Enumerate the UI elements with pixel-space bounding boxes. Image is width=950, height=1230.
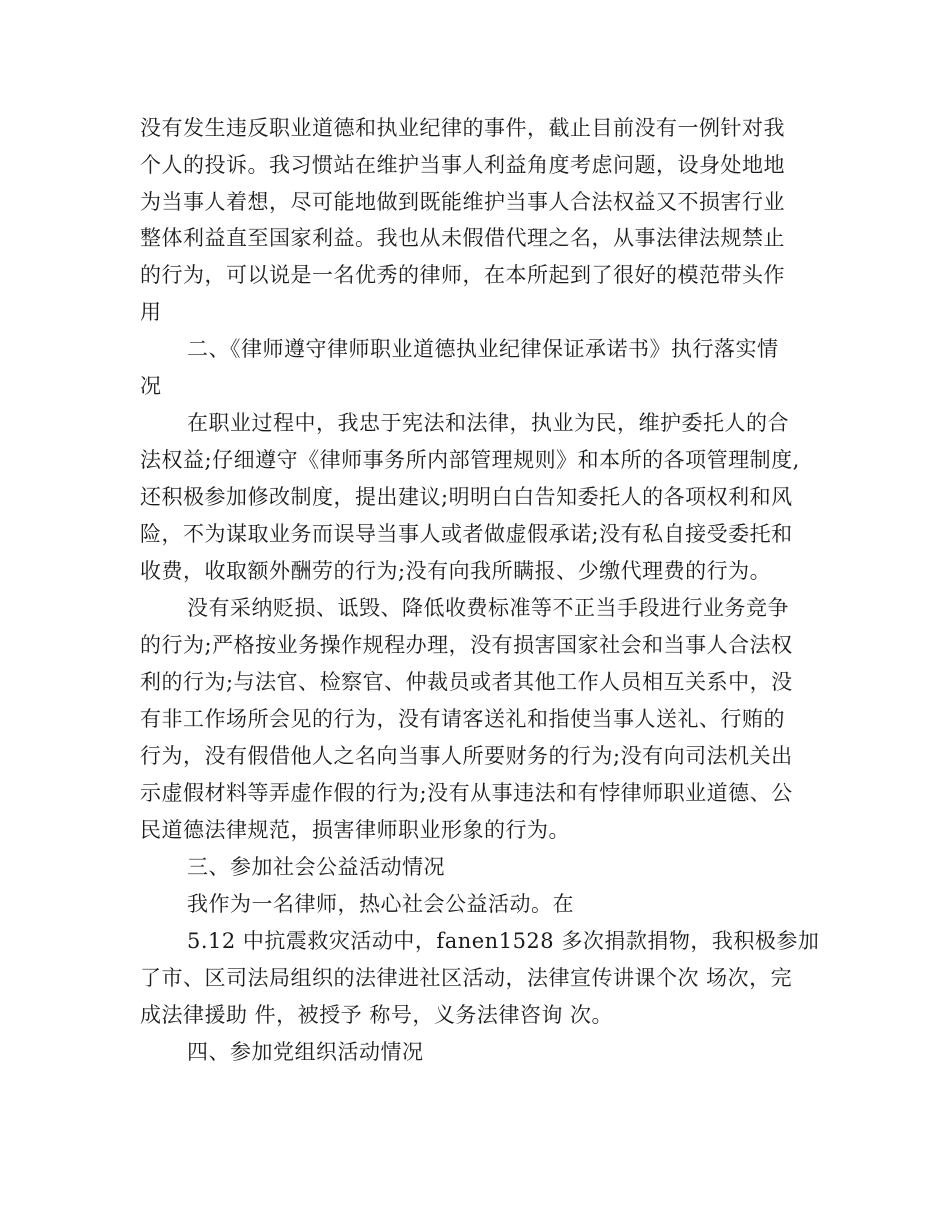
section-heading: 四、参加党组织活动情况 bbox=[187, 1040, 424, 1064]
paragraph-line: 5.12 中抗震救灾活动中，fanen1528 多次捐款捐物，我积极参加 bbox=[187, 929, 820, 953]
paragraph-line: 整体利益直至国家利益。我也从未假借代理之名，从事法律法规禁止 bbox=[140, 226, 785, 250]
paragraph-line: 利的行为;与法官、检察官、仲裁员或者其他工作人员相互关系中，没 bbox=[140, 670, 793, 694]
paragraph-line: 没有发生违反职业道德和执业纪律的事件，截止目前没有一例针对我 bbox=[140, 116, 785, 140]
paragraph-line: 用 bbox=[140, 300, 162, 324]
paragraph-line: 险，不为谋取业务而误导当事人或者做虚假承诺;没有私自接受委托和 bbox=[140, 522, 793, 546]
paragraph-line: 个人的投诉。我习惯站在维护当事人利益角度考虑问题，设身处地地 bbox=[140, 153, 785, 177]
section-heading-continuation: 况 bbox=[140, 374, 162, 398]
paragraph-line: 了市、区司法局组织的法律进社区活动，法律宣传讲课个次 场次，完 bbox=[140, 966, 793, 990]
paragraph-line: 法权益;仔细遵守《律师事务所内部管理规则》和本所的各项管理制度, bbox=[140, 448, 800, 472]
paragraph-line: 成法律援助 件，被授予 称号，义务法律咨询 次。 bbox=[140, 1003, 614, 1027]
paragraph-line: 我作为一名律师，热心社会公益活动。在 bbox=[187, 892, 574, 916]
paragraph-line: 收费，收取额外酬劳的行为;没有向我所瞒报、少缴代理费的行为。 bbox=[140, 559, 772, 583]
paragraph-line: 没有采纳贬损、诋毁、降低收费标准等不正当手段进行业务竞争 bbox=[187, 596, 789, 620]
paragraph-line: 民道德法律规范，损害律师职业形象的行为。 bbox=[140, 818, 570, 842]
paragraph-line: 在职业过程中，我忠于宪法和法律，执业为民，维护委托人的合 bbox=[187, 411, 789, 435]
paragraph-line: 的行为，可以说是一名优秀的律师，在本所起到了很好的模范带头作 bbox=[140, 263, 785, 287]
section-heading: 三、参加社会公益活动情况 bbox=[187, 855, 445, 879]
section-heading: 二、《律师遵守律师职业道德执业纪律保证承诺书》执行落实情 bbox=[187, 337, 779, 361]
paragraph-line: 示虚假材料等弄虚作假的行为;没有从事违法和有悖律师职业道德、公 bbox=[140, 781, 793, 805]
paragraph-line: 行为，没有假借他人之名向当事人所要财务的行为;没有向司法机关出 bbox=[140, 744, 793, 768]
paragraph-line: 还积极参加修改制度，提出建议;明明白白告知委托人的各项权利和风 bbox=[140, 485, 793, 509]
paragraph-line: 的行为;严格按业务操作规程办理，没有损害国家社会和当事人合法权 bbox=[140, 633, 793, 657]
paragraph-line: 有非工作场所会见的行为，没有请客送礼和指使当事人送礼、行贿的 bbox=[140, 707, 785, 731]
paragraph-line: 为当事人着想，尽可能地做到既能维护当事人合法权益又不损害行业 bbox=[140, 190, 785, 214]
